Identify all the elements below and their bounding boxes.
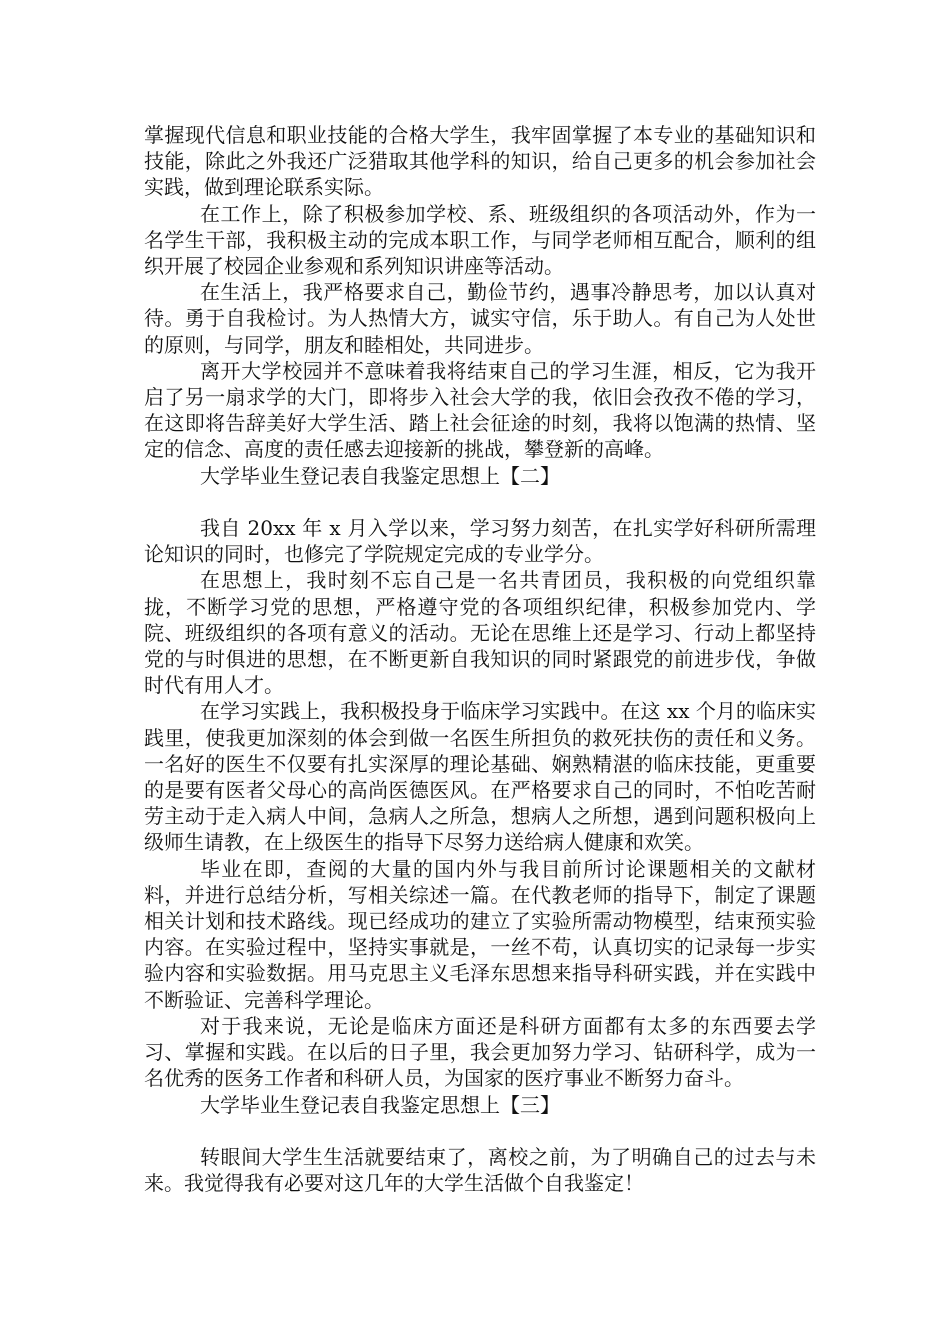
paragraph-work: 在工作上，除了积极参加学校、系、班级组织的各项活动外，作为一名学生干部，我积极主动的完成本职工作，与同学老师相互配合，顺利的组织开展了校园企业参观和系列知识讲座等活动。 [144,201,816,279]
paragraph-leaving-campus: 离开大学校园并不意味着我将结束自己的学习生涯，相反，它为我开启了另一扇求学的大门，即将步入社会大学的我，依旧会孜孜不倦的学习，在这即将告辞美好大学生活、踏上社会征途的时刻，我将以饱满的热情、坚定的信念、高度的责任感去迎接新的挑战，攀登新的高峰。 [144,358,816,462]
section-heading-2: 大学毕业生登记表自我鉴定思想上【二】 [200,463,560,488]
paragraph-research: 毕业在即，查阅的大量的国内外与我目前所讨论课题相关的文献材料，并进行总结分析，写相关综述一篇。在代教老师的指导下，制定了课题相关计划和技术路线。现已经成功的建立了实验所需动物模型，结束预实验内容。在实验过程中，坚持实事就是，一丝不苟，认真切实的记录每一步实验内容和实验数据。用马克思主义毛泽东思想来指导科研实践，并在实践中不断验证、完善科学理论。 [144,856,816,1012]
blank-line [144,1118,816,1144]
section-heading-3: 大学毕业生登记表自我鉴定思想上【三】 [200,1092,560,1117]
paragraph-enrollment: 我自 20xx 年 x 月入学以来，学习努力刻苦，在扎实学好科研所需理论知识的同时，也修完了学院规定完成的专业学分。 [144,516,816,567]
document-body [144,122,816,1196]
paragraph-ideology: 在思想上，我时刻不忘自己是一名共青团员，我积极的向党组织靠拢，不断学习党的思想，严格遵守党的各项组织纪律，积极参加党内、学院、班级组织的各项有意义的活动。无论在思维上还是学习、行动上都坚持党的与时俱进的思想，在不断更新自我知识的同时紧跟党的前进步伐，争做时代有用人才。 [144,568,816,698]
paragraph-clinical-practice: 在学习实践上，我积极投身于临床学习实践中。在这 xx 个月的临床实践里，使我更加深刻的体会到做一名医生所担负的救死扶伤的责任和义务。一名好的医生不仅要有扎实深厚的理论基础、娴熟精湛的临床技能，更重要的是要有医者父母心的高尚医德医风。在严格要求自己的同时，不怕吃苦耐劳主动于走入病人中间，急病人之所急，想病人之所想，遇到问题积极向上级师生请教，在上级医生的指导下尽努力送给病人健康和欢笑。 [144,699,816,855]
paragraph-graduation: 转眼间大学生生活就要结束了，离校之前，为了明确自己的过去与未来。我觉得我有必要对这几年的大学生活做个自我鉴定！ [144,1144,816,1196]
paragraph-future: 对于我来说，无论是临床方面还是科研方面都有太多的东西要去学习、掌握和实践。在以后的日子里，我会更加努力学习、钻研科学，成为一名优秀的医务工作者和科研人员，为国家的医疗事业不断努力奋斗。 [144,1013,816,1091]
paragraph-continuation: 掌握现代信息和职业技能的合格大学生，我牢固掌握了本专业的基础知识和技能，除此之外我还广泛猎取其他学科的知识，给自己更多的机会参加社会实践，做到理论联系实际。 [144,123,816,200]
blank-line [144,489,816,515]
paragraph-life: 在生活上，我严格要求自己，勤俭节约，遇事冷静思考，加以认真对待。勇于自我检讨。为人热情大方，诚实守信，乐于助人。有自己为人处世的原则，与同学，朋友和睦相处，共同进步。 [144,280,816,357]
